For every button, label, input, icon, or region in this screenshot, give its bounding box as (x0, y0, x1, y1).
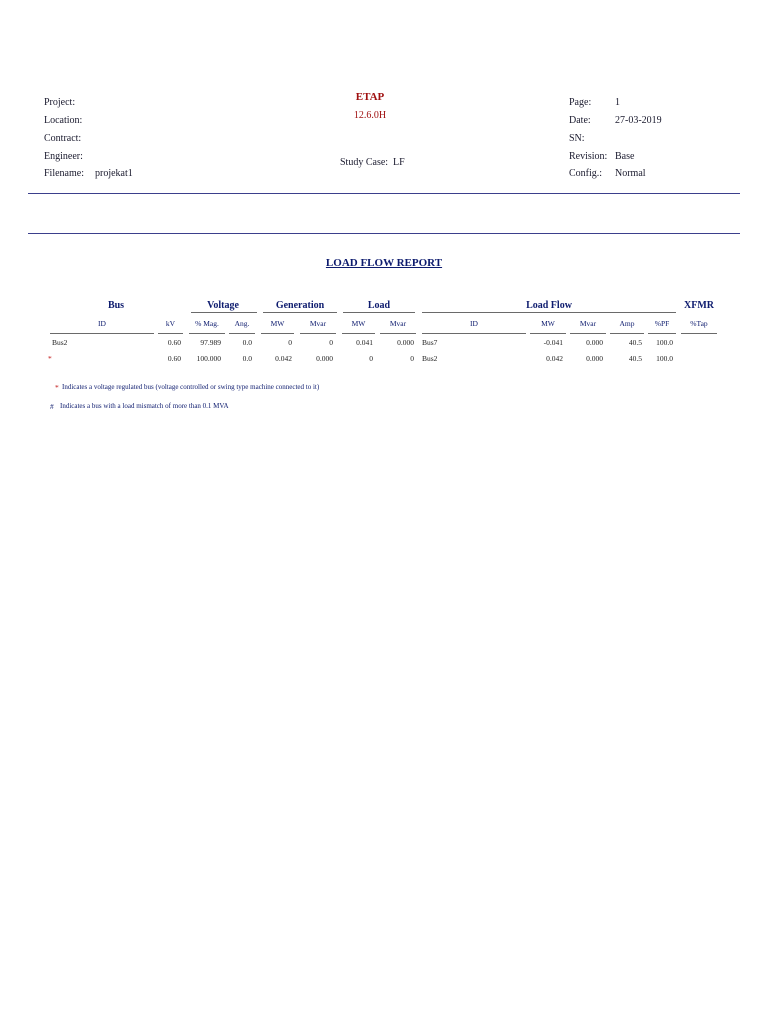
section-bus: Bus (107, 300, 125, 311)
row-bus-id: Bus2 (52, 338, 68, 347)
col-amp: Amp (610, 319, 644, 334)
project-label: Project: (44, 97, 76, 108)
col-mag: % Mag. (189, 319, 225, 334)
row-amp: 40.5 (628, 354, 642, 363)
section-generation-rule (263, 312, 337, 313)
app-name: ETAP (355, 91, 385, 103)
page-label: Page: (569, 97, 592, 108)
row-flow-mvar: 0.000 (586, 354, 603, 363)
row-load-mw: 0.041 (356, 338, 373, 347)
filename-label: Filename: (44, 168, 84, 179)
date-value: 27-03-2019 (615, 115, 662, 126)
col-load-mw: MW (342, 319, 375, 334)
revision-label: Revision: (569, 151, 608, 162)
footnote-regulated-marker: * (55, 383, 59, 392)
row-ang: 0.0 (242, 354, 252, 363)
row-gen-mvar: 0 (329, 338, 333, 347)
row-flow-mvar: 0.000 (586, 338, 603, 347)
col-tap: %Tap (681, 319, 717, 334)
row-ang: 0.0 (242, 338, 252, 347)
page-value: 1 (615, 97, 620, 108)
study-case-value: LF (393, 157, 405, 168)
engineer-label: Engineer: (44, 151, 83, 162)
report-title: LOAD FLOW REPORT (325, 257, 443, 269)
section-load-rule (343, 312, 415, 313)
row-mag: 100.000 (196, 354, 221, 363)
section-load-flow-rule (422, 312, 676, 313)
section-xfmr: XFMR (684, 300, 714, 311)
col-ang: Ang. (229, 319, 255, 334)
app-version: 12.6.0H (353, 110, 387, 121)
config-value: Normal (615, 168, 646, 179)
row-flow-id: Bus7 (422, 338, 438, 347)
row-amp: 40.5 (628, 338, 642, 347)
col-bus-id: ID (50, 319, 154, 334)
header-divider-bottom (28, 233, 740, 234)
date-label: Date: (569, 115, 591, 126)
row-regulated-marker: * (48, 354, 52, 363)
row-gen-mw: 0.042 (275, 354, 292, 363)
row-mag: 97.989 (200, 338, 221, 347)
col-flow-id: ID (422, 319, 526, 334)
row-flow-id: Bus2 (422, 354, 438, 363)
location-label: Location: (44, 115, 83, 126)
section-voltage-rule (191, 312, 257, 313)
row-flow-mw: 0.042 (546, 354, 563, 363)
config-label: Config.: (569, 168, 603, 179)
row-flow-mw: -0.041 (543, 338, 563, 347)
section-generation: Generation (275, 300, 325, 311)
row-pf: 100.0 (656, 354, 673, 363)
col-flow-mvar: Mvar (570, 319, 606, 334)
row-gen-mvar: 0.000 (316, 354, 333, 363)
footnote-mismatch-marker: # (50, 402, 54, 411)
col-gen-mvar: Mvar (300, 319, 336, 334)
row-pf: 100.0 (656, 338, 673, 347)
col-kv: kV (158, 319, 183, 334)
header-divider-top (28, 193, 740, 194)
contract-label: Contract: (44, 133, 82, 144)
row-load-mvar: 0 (410, 354, 414, 363)
col-pf: %PF (648, 319, 676, 334)
footnote-mismatch-text: Indicates a bus with a load mismatch of more than 0.1 MVA (60, 402, 229, 410)
section-load: Load (367, 300, 391, 311)
row-gen-mw: 0 (288, 338, 292, 347)
row-kv: 0.60 (167, 354, 181, 363)
col-flow-mw: MW (530, 319, 566, 334)
col-load-mvar: Mvar (380, 319, 416, 334)
revision-value: Base (615, 151, 635, 162)
section-load-flow: Load Flow (526, 300, 572, 311)
study-case-label: Study Case: (340, 157, 389, 168)
row-kv: 0.60 (167, 338, 181, 347)
filename-value: projekat1 (95, 168, 133, 179)
row-load-mvar: 0.000 (397, 338, 414, 347)
col-gen-mw: MW (261, 319, 294, 334)
section-voltage: Voltage (207, 300, 239, 311)
row-load-mw: 0 (369, 354, 373, 363)
sn-label: SN: (569, 133, 585, 144)
footnote-regulated-text: Indicates a voltage regulated bus (voltage controlled or swing type machine connected to it) (62, 383, 320, 391)
